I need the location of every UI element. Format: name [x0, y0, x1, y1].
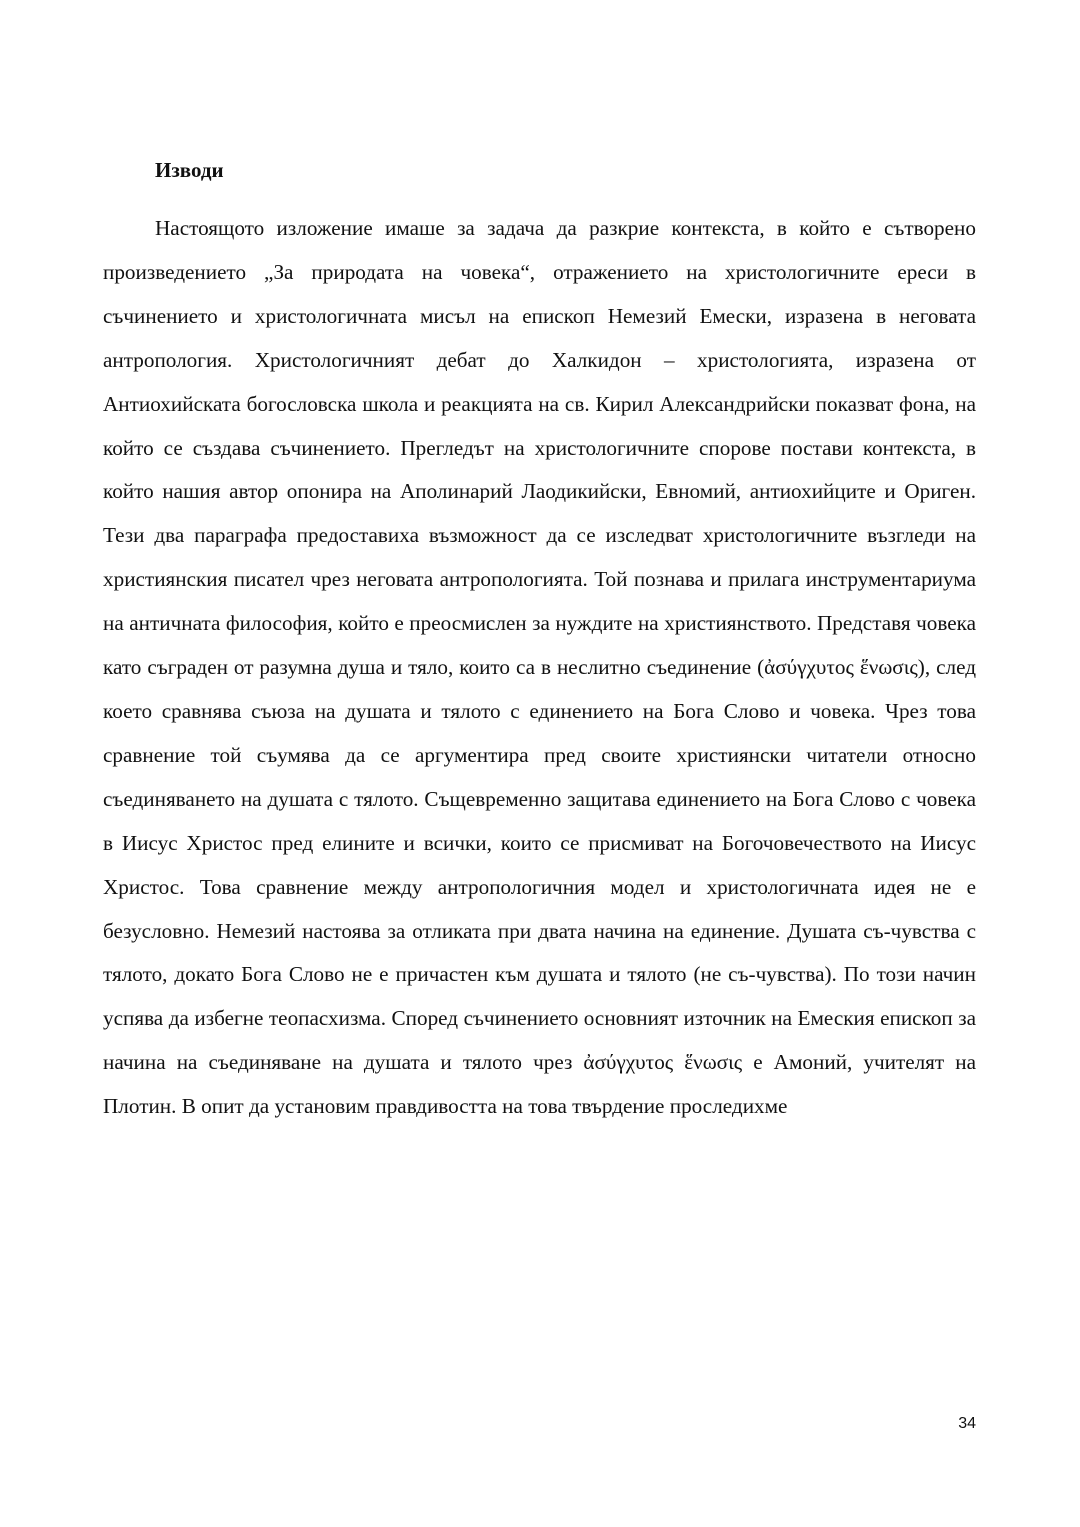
body-paragraph: Настоящото изложение имаше за задача да разкрие контекста, в който е сътворено произведението „За природата на човека“, отражението на христологичните ереси в съчинението и христологичната мисъл на епископ Немезий Емески, изразена в неговата антропология. Христологичният дебат до Халкидон – христологията, изразена от Антиохийската богословска школа и реакцията на св. Кирил Александрийски показват фона, на който се създава съчинението. Прегледът на христологичните спорове постави контекста, в който нашия автор опонира на Аполинарий Лаодикийски, Евномий, антиохийците и Ориген. Тези два параграфа предоставиха възможност да се изследват христологичните възгледи на християнския писател чрез неговата антропологията. Той познава и прилага инструментариума на античната философия, който е преосмислен за нуждите на християнството. Представя човека като съграден от разумна душа и тяло, които са в неслитно съединение (ἀσύγχυτος ἕνωσις), след което сравнява съюза на душата и тялото с единението на Бога Слово и човека. Чрез това сравнение той съумява да се аргументира пред своите християнски читатели относно съединяването на душата с тялото. Същевременно защитава единението на Бога Слово с човека в Иисус Христос пред елините и всички, които се присмиват на Богочовечеството на Иисус Христос. Това сравнение между антропологичния модел и христологичната идея не е безусловно. Немезий настоява за отликата при двата начина на единение. Душата съ-чувства с тялото, докато Бога Слово не е причастен към душата и тялото (не съ-чувства). По този начин успява да избегне теопасхизма. Според съчинението основният източник на Емеския епископ за начина на съединяване на душата и тялото чрез ἀσύγχυτος ἕνωσις е Амоний, учителят на Плотин. В опит да установим правдивостта на това твърдение проследихме: [103, 216, 976, 1119]
section-heading: Изводи: [155, 158, 224, 182]
page-number: 34: [958, 1415, 976, 1432]
